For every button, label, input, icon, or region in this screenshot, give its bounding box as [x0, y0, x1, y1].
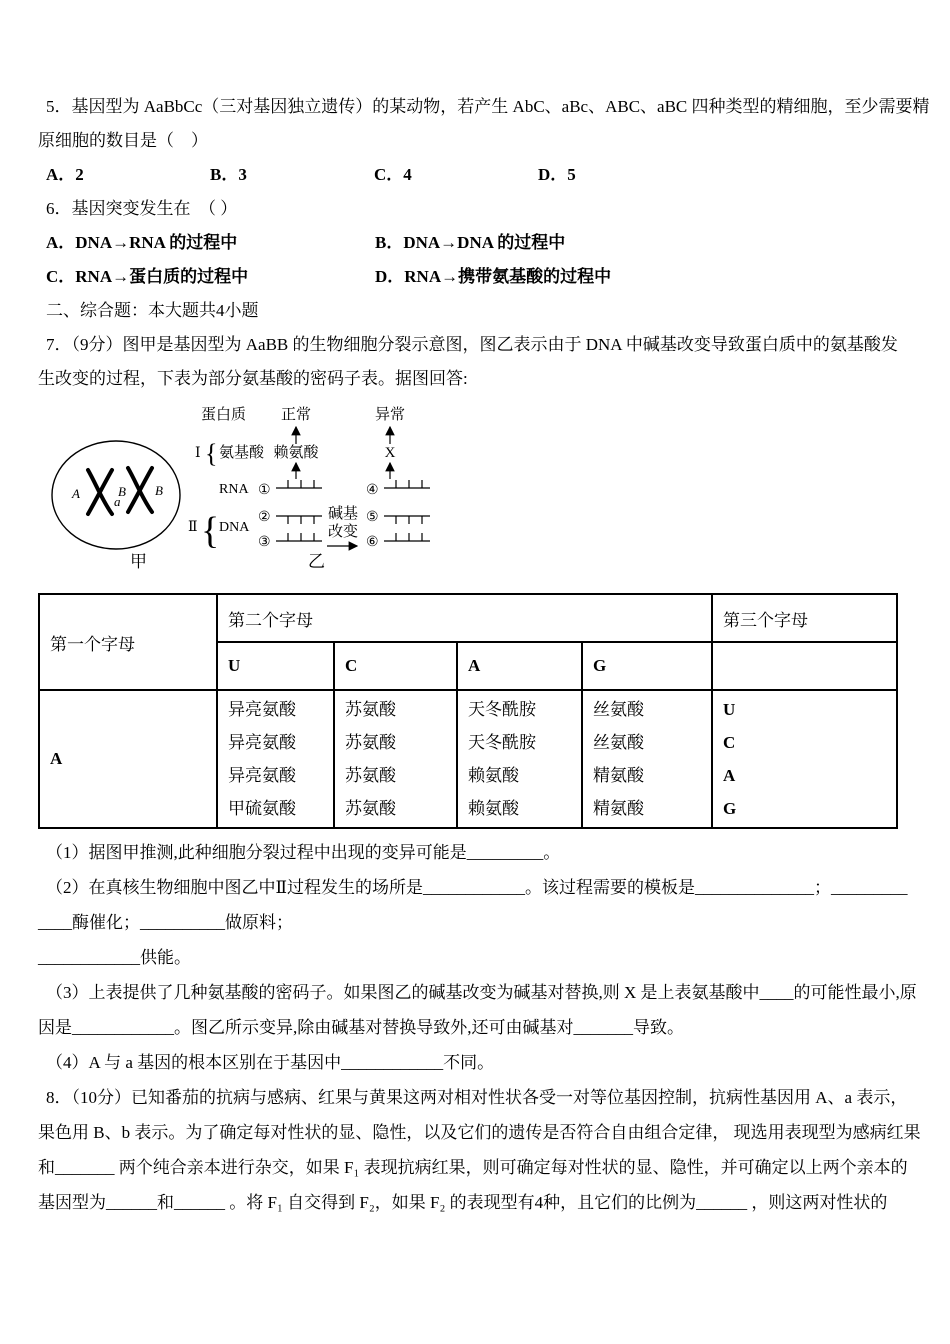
codon-cell: 苏氨酸 — [345, 700, 396, 719]
process-I-brace: { — [205, 439, 218, 468]
codon-cell: 异亮氨酸 — [228, 700, 296, 719]
strand-2: ② — [258, 510, 271, 525]
process-II-label: Ⅱ — [188, 520, 198, 535]
q7-part2-line2: ____酶催化；__________做原料； — [38, 913, 293, 932]
q5-option-d: D．5 — [538, 165, 576, 184]
figure-yi-label: 乙 — [308, 552, 325, 571]
table-header-second-letter: 第二个字母 — [217, 594, 712, 642]
normal-label: 正常 — [280, 407, 312, 423]
figure-jia-label: 甲 — [130, 552, 147, 571]
codon-cell: 赖氨酸 — [468, 799, 519, 818]
chromosome-left — [88, 470, 112, 514]
q7-part3-line1: （3）上表提供了几种氨基酸的密码子。如果图乙的碱基改变为碱基对替换,则 X 是上表氨基酸中____的可能性最小,原 — [46, 983, 917, 1002]
third-letter-cell: U — [723, 700, 736, 719]
codon-table — [38, 593, 898, 829]
q7-intro-line2: 生改变的过程，下表为部分氨基酸的密码子表。据图回答: — [38, 369, 468, 388]
codon-cell: 异亮氨酸 — [228, 766, 296, 785]
table-subheader-C: C — [334, 642, 457, 690]
questions-bottom — [38, 835, 921, 1220]
third-letter-cell: C — [723, 733, 736, 752]
table-header-first-letter: 第一个字母 — [39, 594, 217, 690]
base-change-label-1: 碱基 — [328, 506, 359, 522]
strand-5: ⑤ — [366, 510, 379, 525]
process-I-label: Ⅰ — [195, 446, 201, 461]
process-II-brace: { — [201, 510, 220, 552]
codon-cell: 苏氨酸 — [345, 766, 396, 785]
protein-label: 蛋白质 — [201, 407, 247, 423]
q7-part1: （1）据图甲推测,此种细胞分裂过程中出现的变异可能是_________。 — [46, 843, 561, 862]
codon-cell: 丝氨酸 — [593, 700, 644, 719]
allele-label-a: a — [114, 494, 121, 509]
q5-stem-line1: 5．基因型为 AaBbCc（三对基因独立遗传）的某动物，若产生 AbC、aBc、ABC、aBC 四种类型的精细胞，至少需要精 — [46, 97, 930, 116]
lysine-label: 赖氨酸 — [273, 445, 319, 461]
table-subheader-G: G — [582, 642, 712, 690]
q7-part3-line2: 因是____________。图乙所示变异,除由碱基对替换导致外,还可由碱基对_______导致。 — [38, 1018, 684, 1037]
codon-cell: 苏氨酸 — [345, 799, 396, 818]
table-row-label-A: A — [39, 690, 217, 828]
figure-block — [38, 398, 910, 579]
strand-6: ⑥ — [366, 535, 379, 550]
q5-option-c: C．4 — [374, 165, 412, 184]
table-col-C — [334, 690, 457, 828]
codon-cell: 精氨酸 — [593, 799, 644, 818]
x-amino-label: X — [384, 445, 396, 461]
q5-stem-line2: 原细胞的数目是（ ） — [38, 131, 208, 150]
q6-options-row2 — [38, 260, 910, 294]
amino-acid-label: 氨基酸 — [219, 445, 265, 461]
q5-option-a: A．2 — [46, 165, 84, 184]
table-col-G — [582, 690, 712, 828]
q8-line4: 基因型为______和______ 。将 F₁ 自交得到 F₂，如果 F₂ 的表现型有4种，且它们的比例为______ ，则这两对性状的 — [38, 1193, 888, 1212]
third-letter-cell: G — [723, 799, 737, 818]
codon-cell: 苏氨酸 — [345, 733, 396, 752]
base-change-label-2: 改变 — [328, 524, 359, 540]
q6-option-b: B．DNA→DNA 的过程中 — [375, 233, 566, 252]
q7-intro-line1: 7．（9分）图甲是基因型为 AaBB 的生物细胞分裂示意图，图乙表示由于 DNA 中碱基改变导致蛋白质中的氨基酸发 — [46, 335, 898, 354]
q5-options-row — [38, 158, 910, 192]
table-subheader-A: A — [457, 642, 582, 690]
codon-cell: 丝氨酸 — [593, 733, 644, 752]
table-header-third-letter: 第三个字母 — [712, 594, 897, 642]
q7-part2-line3: ____________供能。 — [38, 948, 191, 967]
allele-label-A: A — [72, 486, 80, 501]
table-col-U — [217, 690, 334, 828]
chromosome-right — [128, 468, 152, 512]
q7-part2-line1: （2）在真核生物细胞中图乙中Ⅱ过程发生的场所是____________。该过程需要的模板是______________；_________ — [46, 878, 908, 897]
q8-line1: 8．（10分）已知番茄的抗病与感病、红果与黄果这两对相对性状各受一对等位基因控制，抗病性基因用 A、a 表示， — [46, 1088, 908, 1107]
table-col-third-letter — [712, 690, 897, 828]
codon-1: ① — [258, 483, 271, 498]
table-subheader-U: U — [217, 642, 334, 690]
q6-options-row1 — [38, 226, 910, 260]
strand-3: ③ — [258, 535, 271, 550]
codon-cell: 天冬酰胺 — [468, 700, 536, 719]
table-subheader-empty — [712, 642, 897, 690]
allele-label-B1: B — [118, 484, 126, 499]
codon-cell: 异亮氨酸 — [228, 733, 296, 752]
q6-option-a: A．DNA→RNA 的过程中 — [46, 233, 238, 252]
questions-top — [38, 90, 930, 396]
abnormal-label: 异常 — [374, 407, 406, 423]
codon-cell: 赖氨酸 — [468, 766, 519, 785]
rna-label: RNA — [219, 482, 249, 497]
q6-option-d: D．RNA→携带氨基酸的过程中 — [375, 267, 612, 286]
codon-4: ④ — [366, 483, 379, 498]
codon-cell: 天冬酰胺 — [468, 733, 536, 752]
q6-stem: 6．基因突变发生在 （ ） — [46, 199, 238, 218]
third-letter-cell: A — [723, 766, 736, 785]
q8-line3: 和_______ 两个纯合亲本进行杂交，如果 F₁ 表现抗病红果，则可确定每对性状的显、隐性，并可确定以上两个亲本的 — [38, 1158, 908, 1177]
dna-label: DNA — [219, 520, 250, 535]
q5-option-b: B．3 — [210, 165, 247, 184]
figure-svg — [38, 398, 468, 574]
q7-part4: （4）A 与 a 基因的根本区别在于基因中____________不同。 — [46, 1053, 495, 1072]
section-heading: 二、综合题：本大题共4小题 — [46, 301, 259, 320]
allele-label-B2: B — [155, 483, 163, 498]
q6-option-c: C．RNA→蛋白质的过程中 — [46, 267, 249, 286]
q8-line2: 果色用 B、b 表示。为了确定每对性状的显、隐性，以及它们的遗传是否符合自由组合定律， 现选用表现型为感病红果 — [38, 1123, 921, 1142]
codon-cell: 精氨酸 — [593, 766, 644, 785]
table-col-A — [457, 690, 582, 828]
codon-cell: 甲硫氨酸 — [228, 799, 296, 818]
